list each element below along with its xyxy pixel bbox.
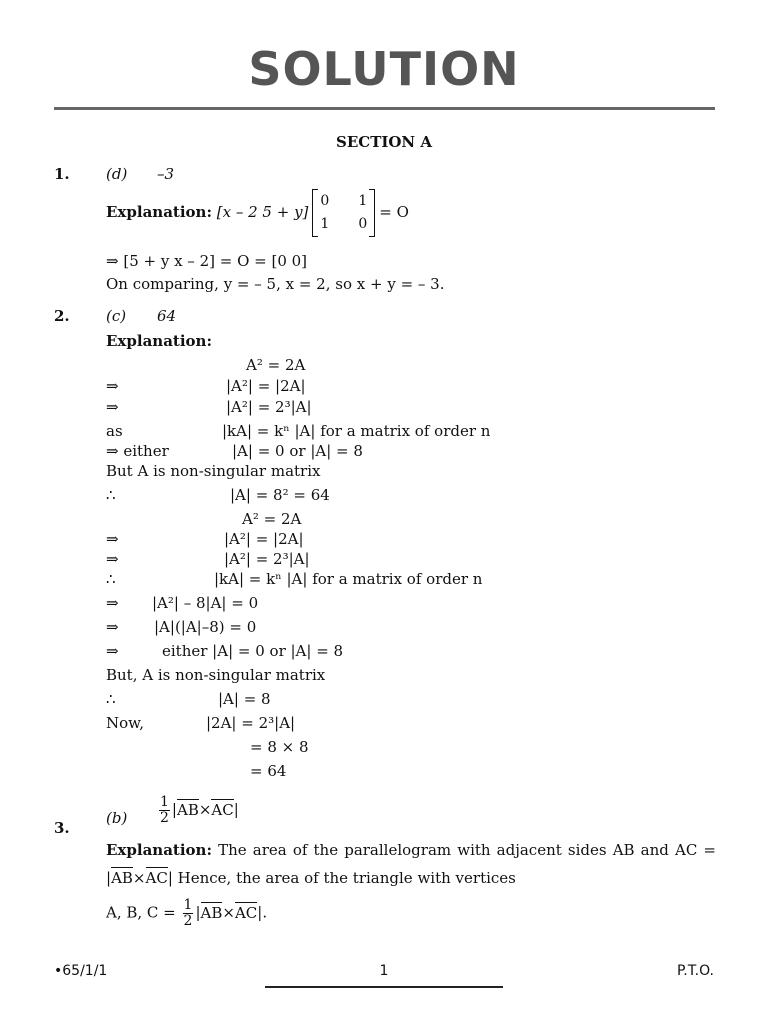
matrix-cell: 0 xyxy=(320,193,330,209)
vector-ac: AC xyxy=(145,869,168,887)
question-3-answer xyxy=(157,795,239,826)
q2-line-lhs: ⇒ xyxy=(106,550,119,568)
question-1-option: (d) xyxy=(106,165,128,183)
q2-line-rhs: A² = 2A xyxy=(242,510,302,528)
pto-label: P.T.O. xyxy=(677,963,714,979)
cross-symbol: × xyxy=(222,903,235,922)
explanation-text: The area of the parallelogram with adjacent sides AB and AC = xyxy=(218,841,716,859)
q2-line-rhs: |A²| = |2A| xyxy=(224,530,304,548)
q2-line-lhs: But, A is non-singular matrix xyxy=(106,666,326,684)
footer-divider xyxy=(265,986,503,988)
question-2-number: 2. xyxy=(54,307,70,325)
q2-line-rhs: A² = 2A xyxy=(246,356,306,374)
explanation-label: Explanation: xyxy=(106,332,212,350)
question-3-option: (b) xyxy=(106,809,128,827)
q2-line-lhs: ∴ xyxy=(106,486,116,504)
question-3-explanation xyxy=(106,836,716,892)
q2-line-rhs: |A²| = 2³|A| xyxy=(226,398,312,416)
q2-line-lhs: ⇒ xyxy=(106,618,119,636)
page-title: SOLUTION xyxy=(248,42,520,96)
row-vector: [x – 2 5 + y] xyxy=(216,203,309,221)
cross-symbol: × xyxy=(198,800,212,819)
question-2-answer: 64 xyxy=(157,307,177,325)
fraction-numerator: 1 xyxy=(183,897,193,913)
fraction xyxy=(159,795,170,826)
explanation-text: Hence, the area of the triangle with vertices xyxy=(177,869,516,887)
footer-code: •65/1/1 xyxy=(54,963,108,979)
q2-line-rhs: |A| = 8² = 64 xyxy=(230,486,330,504)
matrix-cell: 1 xyxy=(320,216,330,232)
q2-line-rhs: = 8 × 8 xyxy=(250,738,309,756)
question-1-answer: –3 xyxy=(157,165,175,183)
q2-line-rhs: |A²| = 2³|A| xyxy=(224,550,310,568)
abs-bar: | xyxy=(106,869,112,887)
q2-line-lhs: Now, xyxy=(106,714,144,732)
question-1-line-3: On comparing, y = – 5, x = 2, so x + y = – 3. xyxy=(106,275,445,293)
question-1-line-2: ⇒ [5 + y x – 2] = O = [0 0] xyxy=(106,252,308,270)
title-divider xyxy=(54,107,715,110)
matrix xyxy=(312,189,375,237)
q2-line-lhs: ⇒ either xyxy=(106,442,169,460)
equals-o: = O xyxy=(379,203,409,221)
abs-bar: | xyxy=(167,869,173,887)
question-3-number: 3. xyxy=(54,819,70,837)
q2-line-rhs: = 64 xyxy=(250,762,287,780)
fraction-numerator: 1 xyxy=(160,794,169,810)
q2-line-lhs: ⇒ xyxy=(106,398,119,416)
vector-ac: AC xyxy=(211,800,234,819)
q2-line-lhs: ∴ xyxy=(106,570,116,588)
q2-line-rhs: |kA| = kⁿ |A| for a matrix of order n xyxy=(222,422,491,440)
question-1-number: 1. xyxy=(54,165,70,183)
explanation-label: Explanation: xyxy=(106,841,212,859)
q2-line-rhs: |A| = 8 xyxy=(218,690,271,708)
q2-line-rhs: |A²| = |2A| xyxy=(226,377,306,395)
fraction-denominator: 2 xyxy=(160,810,169,826)
q2-line-lhs: ⇒ xyxy=(106,594,119,612)
vector-ac: AC xyxy=(234,903,258,922)
q2-line-rhs: |A|(|A|–8) = 0 xyxy=(154,618,257,636)
q2-line-rhs: |A| = 0 or |A| = 8 xyxy=(232,442,363,460)
matrix-cell: 1 xyxy=(358,193,368,209)
question-2-option: (c) xyxy=(106,307,127,325)
section-heading: SECTION A xyxy=(335,133,433,151)
q2-line-lhs: ⇒ xyxy=(106,530,119,548)
abs-bar: | xyxy=(195,903,201,922)
vector-ab: AB xyxy=(111,869,133,887)
explanation-label: Explanation: xyxy=(106,203,212,221)
period: . xyxy=(262,903,268,922)
fraction xyxy=(183,898,194,929)
abs-bar: | xyxy=(171,800,177,819)
q2-line-rhs: |kA| = kⁿ |A| for a matrix of order n xyxy=(214,570,483,588)
q2-line-lhs: ∴ xyxy=(106,690,116,708)
abs-bar: | xyxy=(233,800,239,819)
q2-line-rhs: |2A| = 2³|A| xyxy=(206,714,296,732)
fraction-denominator: 2 xyxy=(183,913,193,929)
q2-line-rhs: either |A| = 0 or |A| = 8 xyxy=(162,642,344,660)
vector-ab: AB xyxy=(200,903,223,922)
vector-ab: AB xyxy=(176,800,199,819)
q2-line-lhs: ⇒ xyxy=(106,642,119,660)
q2-line-lhs: But A is non-singular matrix xyxy=(106,462,321,480)
q2-line-rhs: |A²| – 8|A| = 0 xyxy=(152,594,259,612)
q2-line-lhs: ⇒ xyxy=(106,377,119,395)
question-1-explanation-row xyxy=(106,189,409,237)
cross-symbol: × xyxy=(132,869,146,887)
matrix-cell: 0 xyxy=(358,216,368,232)
abs-bar: | xyxy=(257,903,263,922)
q2-line-lhs: as xyxy=(106,422,123,440)
page-number: 1 xyxy=(379,963,389,979)
question-3-explanation-end xyxy=(106,898,267,929)
explanation-text: A, B, C = xyxy=(106,903,176,922)
